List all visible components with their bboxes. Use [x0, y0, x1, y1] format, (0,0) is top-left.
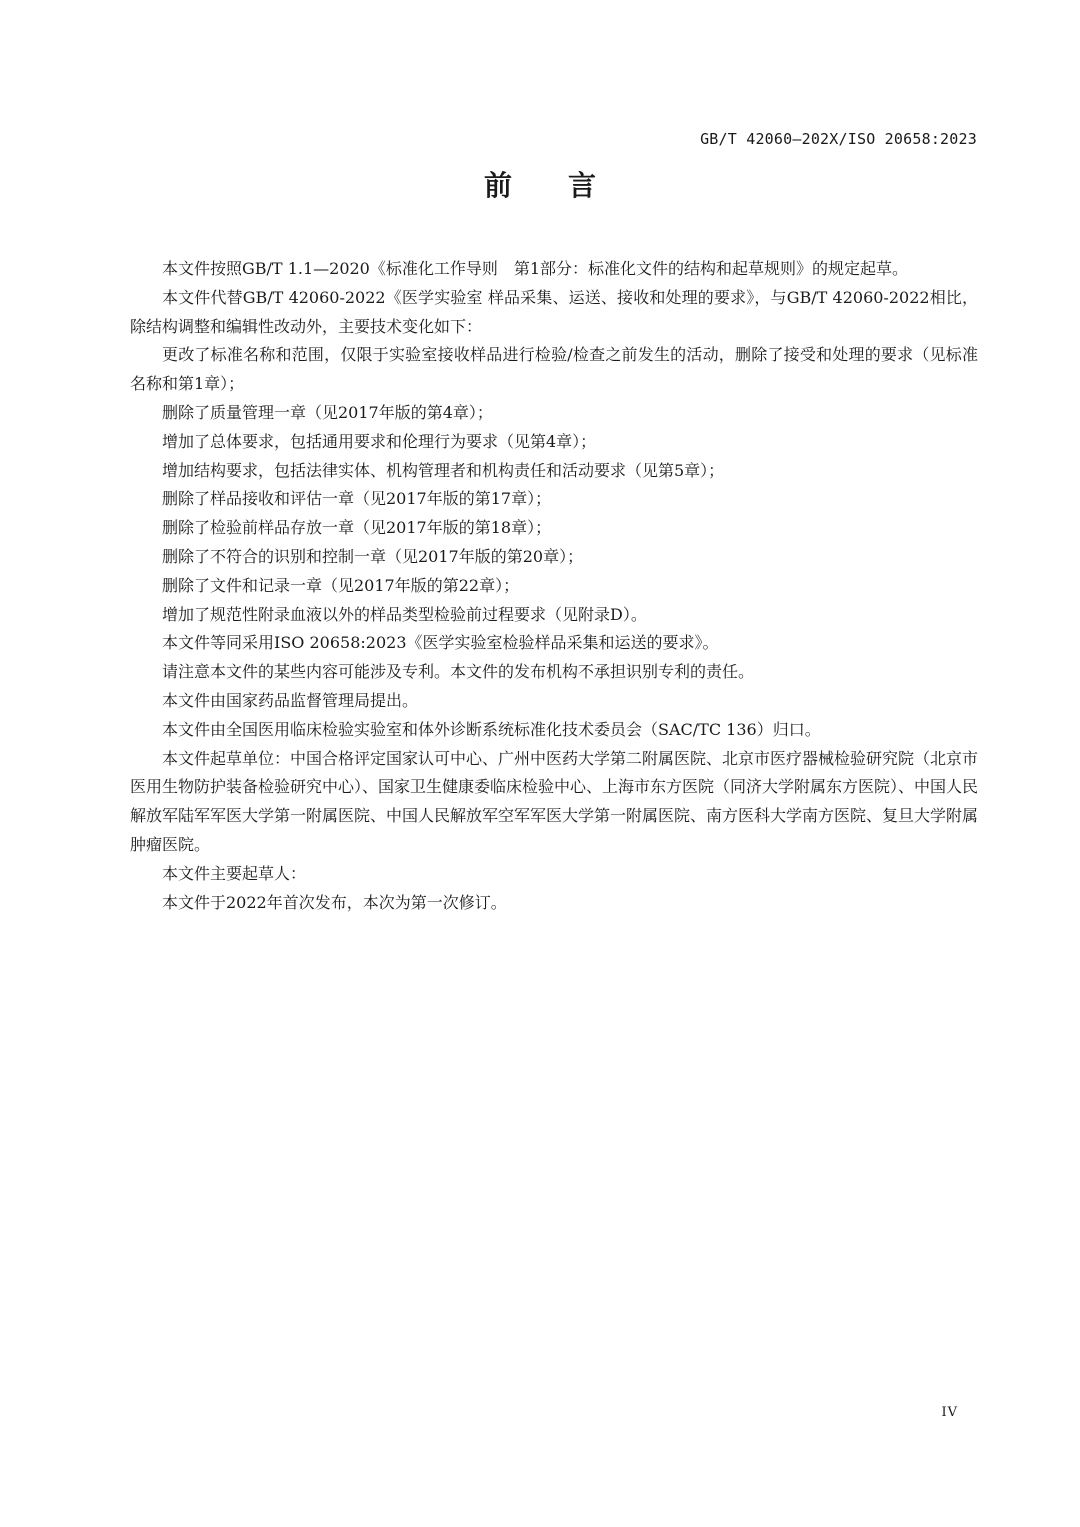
paragraph: 本文件起草单位：中国合格评定国家认可中心、广州中医药大学第二附属医院、北京市医疗器械检验研究院（北京市医用生物防护装备检验研究中心）、国家卫生健康委临床检验中心、上海市东方医院（同济大学附属东方医院）、中国人民解放军陆军军医大学第一附属医院、中国人民解放军空军军医大学第一附属医院、南方医科大学南方医院、复旦大学附属肿瘤医院。 — [130, 748, 979, 854]
paragraph: 增加了总体要求，包括通用要求和伦理行为要求（见第4章）； — [162, 431, 597, 451]
paragraph: 删除了样品接收和评估一章（见2017年版的第17章）； — [162, 489, 552, 509]
paragraph: 删除了质量管理一章（见2017年版的第4章）； — [162, 402, 493, 422]
paragraph: 本文件代替GB/T 42060-2022《医学实验室 样品采集、运送、接收和处理的要求》，与GB/T 42060-2022相比，除结构调整和编辑性改动外，主要技术变化如下： — [130, 287, 978, 336]
paragraph: 本文件由全国医用临床检验实验室和体外诊断系统标准化技术委员会（SAC/TC 136）归口。 — [162, 719, 821, 739]
paragraph: 本文件按照GB/T 1.1—2020《标准化工作导则 第1部分：标准化文件的结构和起草规则》的规定起草。 — [162, 259, 909, 278]
paragraph: 删除了不符合的识别和控制一章（见2017年版的第20章）； — [162, 546, 584, 566]
page-title: 前言 — [483, 169, 652, 202]
paragraph: 请注意本文件的某些内容可能涉及专利。本文件的发布机构不承担识别专利的责任。 — [162, 662, 755, 682]
paragraph: 删除了文件和记录一章（见2017年版的第22章）； — [162, 575, 520, 595]
paragraph: 增加结构要求，包括法律实体、机构管理者和机构责任和活动要求（见第5章）； — [162, 460, 725, 480]
paragraph: 删除了检验前样品存放一章（见2017年版的第18章）； — [162, 518, 552, 538]
paragraph: 增加了规范性附录血液以外的样品类型检验前过程要求（见附录D）。 — [162, 604, 647, 624]
document-code: GB/T 42060—202X/ISO 20658:2023 — [700, 130, 977, 148]
paragraph: 更改了标准名称和范围，仅限于实验室接收样品进行检验/检查之前发生的活动，删除了接受和处理的要求（见标准名称和第1章）； — [130, 345, 978, 394]
paragraph: 本文件等同采用ISO 20658:2023《医学实验室检验样品采集和运送的要求》。 — [162, 633, 719, 653]
paragraph: 本文件于2022年首次发布，本次为第一次修订。 — [162, 892, 507, 912]
paragraph: 本文件由国家药品监督管理局提出。 — [162, 690, 419, 710]
paragraph: 本文件主要起草人： — [162, 863, 307, 883]
foreword-body — [130, 255, 978, 917]
page-number: IV — [941, 1405, 958, 1420]
